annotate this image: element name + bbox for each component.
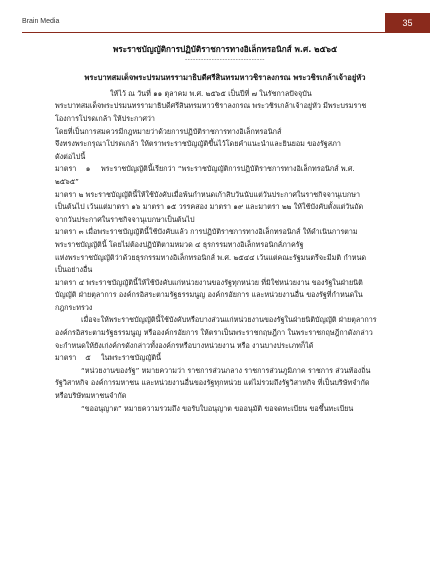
section-4-paragraph: จะกำหนดให้ยังเก่งค์กรดังกล่าวทั้งองค์กรหรือบางหน่วยงาน หรือ งานบางประเภทก็ได้: [55, 340, 314, 350]
royal-line: พระบาทสมเด็จพระปรมนทรรามาธิบดีศรีสินทรมหาวชิราลงกรณ พระวชิรเกล้าเจ้าอยู่หัว: [84, 73, 366, 83]
definition-line: รัฐวิสาหกิจ องค์การมหาชน และหน่วยงานอื่นของรัฐทุกหน่วย แต่ไม่รวมถึงรัฐวิสาหกิจ ที่เป็นบริษัทจำกัด: [55, 378, 370, 388]
section-4-text: บัญญัติ ฝ่ายตุลาการ องค์กรอิสระตามรัฐธรรมนูญ องค์กรอัยการ และหน่วยงานอื่น ของรัฐที่กำหนดใน: [55, 290, 363, 300]
document-title: พระราชบัญญัติการปฏิบัติราชการทางอิเล็กทรอนิกส์ พ.ศ. ๒๕๖๕: [112, 44, 338, 54]
section-text: ในพระราชบัญญัตินี้: [101, 353, 162, 363]
enactment-line: จึงทรงพระกรุณาโปรดเกล้า ให้ตราพระราชบัญญัติขึ้นไว้โดยคำแนะนำและยินยอม ของรัฐสภา: [55, 139, 341, 149]
page-number-badge: [385, 13, 430, 33]
section-3-text: เป็นอย่างอื่น: [55, 265, 93, 275]
document-body: [55, 40, 395, 415]
section-text: พระราชบัญญัตินี้เรียกว่า “พระราชบัญญัติการปฏิบัติราชการทางอิเล็กทรอนิกส์ พ.ศ.: [101, 164, 355, 174]
definition-line: “ขออนุญาต” หมายความรวมถึง ขอรับใบอนุญาต ขออนุมัติ ขอจดทะเบียน ขอขึ้นทะเบียน: [81, 403, 354, 413]
page-header: [0, 10, 430, 32]
brand-label: Brain Media: [22, 18, 60, 25]
title-separator: ------------------------------: [185, 55, 265, 63]
enactment-line: พระบาทสมเด็จพระปรมนทรรามาธิบดีศรีสินทรมหาวชิราลงกรณ พระวชิรเกล้าเจ้าอยู่หัว มีพระบรมราช: [55, 101, 367, 111]
section-label: มาตรา: [55, 164, 77, 174]
enactment-date: ให้ไว้ ณ วันที่ ๑๑ ตุลาคม พ.ศ. ๒๕๖๕ เป็นปีที่ ๗ ในรัชกาลปัจจุบัน: [110, 88, 312, 98]
section-text: ๒๕๖๕”: [55, 176, 79, 186]
enactment-line: โดยที่เป็นการสมควรมีกฎหมายว่าด้วยการปฏิบัติราชการทางอิเล็กทรอนิกส์: [55, 126, 282, 136]
page-number: 35: [402, 18, 413, 28]
section-5-heading: [55, 352, 395, 365]
section-number: ๕: [85, 353, 91, 363]
header-divider: [22, 32, 385, 33]
section-3-text: แห่งพระราชบัญญัติว่าด้วยธุรกรรมทางอิเล็กทรอนิกส์ พ.ศ. ๒๕๔๔ เว้นแต่คณะรัฐมนตรีจะมีมติ กำหนด: [55, 252, 367, 262]
section-2-text: จากวันประกาศในราชกิจจานุเบกษาเป็นต้นไป: [55, 214, 195, 224]
enactment-line: โองการโปรดเกล้า ให้ประกาศว่า: [55, 113, 155, 123]
section-number: ๑: [85, 164, 91, 174]
section-4-paragraph: องค์กรอิสระตามรัฐธรรมนูญ หรือองค์กรอัยการ ให้ตราเป็นพระราชกฤษฎีกา ในพระราชกฤษฎีกาดังกล่าว: [55, 328, 373, 338]
enactment-block: [55, 88, 395, 164]
section-2-text: มาตรา ๒ พระราชบัญญัตินี้ให้ใช้บังคับเมื่อพ้นกำหนดเก้าสิบวันนับแต่วันประกาศในราชกิจจานุเบกษา: [55, 189, 360, 199]
enactment-line: ดังต่อไปนี้: [55, 151, 86, 161]
section-3-text: มาตรา ๓ เมื่อพระราชบัญญัตินี้ใช้บังคับแล้ว การปฏิบัติราชการทางอิเล็กทรอนิกส์ ให้ดำเนินการตาม: [55, 227, 358, 237]
section-4-text: กฎกระทรวง: [55, 302, 93, 312]
section-label: มาตรา: [55, 353, 77, 363]
section-4-paragraph: เมื่อจะให้พระราชบัญญัตินี้ใช้บังคับหรือบางส่วนแก่หน่วยงานของรัฐในฝ่ายนิติบัญญัติ ฝ่ายตุลาการ: [81, 315, 377, 325]
definition-line: “หน่วยงานของรัฐ” หมายความว่า ราชการส่วนกลาง ราชการส่วนภูมิภาค ราชการ ส่วนท้องถิ่น: [81, 365, 371, 375]
section-4-text: มาตรา ๔ พระราชบัญญัตินี้ให้ใช้บังคับแก่หน่วยงานของรัฐทุกหน่วย ที่มิใช่หน่วยงาน ของรัฐในฝ่ายนิติ: [55, 277, 363, 287]
section-3-text: พระราชบัญญัตินี้ โดยไม่ต้องปฏิบัติตามหมวด ๔ ธุรกรรมทางอิเล็กทรอนิกส์ภาครัฐ: [55, 239, 304, 249]
section-2-text: เป็นต้นไป เว้นแต่มาตรา ๑๖ มาตรา ๑๕ วรรคสอง มาตรา ๑๙ และมาตรา ๒๒ ให้ใช้บังคับตั้งแต่วันถัด: [55, 202, 364, 212]
section-1-heading: [55, 163, 395, 176]
definition-line: หรือบริษัทมหาชนจำกัด: [55, 391, 127, 401]
